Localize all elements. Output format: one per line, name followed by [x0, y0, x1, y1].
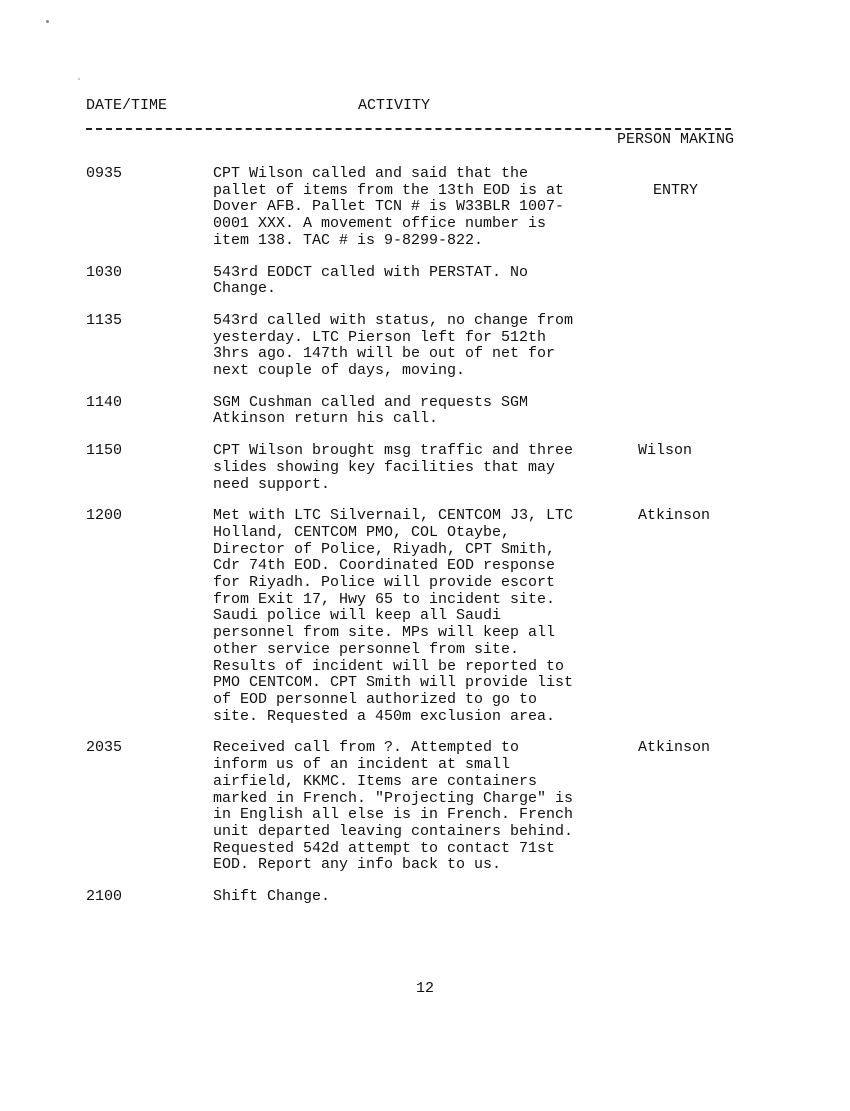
entry-activity-line: 543rd EODCT called with PERSTAT. No — [213, 263, 529, 281]
entry-time: 0935 — [86, 165, 123, 182]
entry-activity-line: for Riyadh. Police will provide escort — [213, 574, 556, 592]
log-entries — [86, 166, 746, 921]
entry-person: Wilson — [638, 442, 693, 460]
entry-activity-line: Director of Police, Riyadh, CPT Smith, — [213, 540, 556, 558]
entry-time: 1150 — [86, 442, 123, 460]
entry-activity-line: Change. — [213, 280, 277, 298]
entry-activity-line: SGM Cushman called and requests SGM — [213, 393, 529, 411]
entry-activity-line: Dover AFB. Pallet TCN # is W33BLR 1007- — [213, 198, 565, 216]
entry-activity-line: marked in French. "Projecting Charge" is — [213, 789, 574, 807]
log-entry — [86, 395, 746, 428]
entry-activity-line: Cdr 74th EOD. Coordinated EOD response — [213, 557, 556, 575]
entry-time: 1135 — [86, 311, 123, 329]
column-header-date-time: DATE/TIME — [86, 97, 168, 114]
header-divider — [86, 128, 731, 130]
column-header-person-line2: ENTRY — [652, 182, 698, 199]
entry-activity-line: personnel from site. MPs will keep all — [213, 624, 556, 642]
log-entry — [86, 740, 746, 874]
entry-activity-line: airfield, KKMC. Items are containers — [213, 772, 538, 790]
entry-activity — [213, 889, 623, 906]
entry-activity-line: Received call from ?. Attempted to — [213, 739, 520, 757]
log-entry — [86, 443, 746, 493]
page-number: 12 — [415, 980, 434, 997]
entry-activity-line: yesterday. LTC Pierson left for 512th — [213, 328, 547, 346]
entry-activity-line: PMO CENTCOM. CPT Smith will provide list — [213, 674, 574, 692]
entry-activity-line: Holland, CENTCOM PMO, COL Otaybe, — [213, 523, 511, 541]
log-entry — [86, 889, 746, 906]
entry-time: 1200 — [86, 507, 123, 525]
scan-speck — [78, 78, 80, 80]
entry-person: Atkinson — [638, 739, 711, 757]
entry-activity-line: Shift Change. — [213, 888, 331, 906]
entry-activity-line: CPT Wilson brought msg traffic and three — [213, 442, 574, 460]
entry-activity-line: Requested 542d attempt to contact 71st — [213, 839, 556, 857]
entry-activity — [213, 443, 623, 493]
entry-activity-line: Saudi police will keep all Saudi — [213, 607, 502, 625]
entry-activity-line: inform us of an incident at small — [213, 756, 511, 774]
entry-activity — [213, 265, 623, 298]
entry-activity — [213, 166, 623, 250]
entry-time: 1140 — [86, 393, 123, 411]
entry-activity-line: Met with LTC Silvernail, CENTCOM J3, LTC — [213, 507, 574, 525]
entry-activity — [213, 395, 623, 428]
entry-activity — [213, 508, 623, 725]
entry-activity — [213, 740, 623, 874]
entry-activity — [213, 313, 623, 380]
entry-activity-line: next couple of days, moving. — [213, 362, 466, 380]
column-header-activity: ACTIVITY — [358, 97, 431, 114]
entry-activity-line: item 138. TAC # is 9-8299-822. — [213, 231, 484, 249]
entry-activity-line: 543rd called with status, no change from — [213, 311, 574, 329]
entry-activity-line: need support. — [213, 475, 331, 493]
entry-time: 2100 — [86, 888, 123, 906]
column-header-person-line1: PERSON MAKING — [616, 131, 735, 148]
entry-time: 1030 — [86, 263, 123, 281]
entry-activity-line: unit departed leaving containers behind. — [213, 822, 574, 840]
entry-activity-line: of EOD personnel authorized to go to — [213, 690, 538, 708]
entry-time: 2035 — [86, 739, 123, 757]
entry-activity-line: other service personnel from site. — [213, 640, 520, 658]
entry-activity-line: EOD. Report any info back to us. — [213, 856, 502, 874]
log-entry — [86, 166, 746, 250]
entry-person: Atkinson — [638, 507, 711, 525]
log-entry — [86, 313, 746, 380]
entry-activity-line: from Exit 17, Hwy 65 to incident site. — [213, 590, 556, 608]
entry-activity-line: in English all else is in French. French — [213, 806, 574, 824]
log-entry — [86, 265, 746, 298]
entry-activity-line: pallet of items from the 13th EOD is at — [213, 181, 565, 199]
log-entry — [86, 508, 746, 725]
scan-speck — [46, 20, 49, 23]
entry-activity-line: CPT Wilson called and said that the — [213, 165, 529, 182]
entry-activity-line: slides showing key facilities that may — [213, 458, 556, 476]
entry-activity-line: site. Requested a 450m exclusion area. — [213, 707, 556, 725]
entry-activity-line: Results of incident will be reported to — [213, 657, 565, 675]
entry-activity-line: 3hrs ago. 147th will be out of net for — [213, 345, 556, 363]
entry-activity-line: 0001 XXX. A movement office number is — [213, 215, 547, 233]
entry-activity-line: Atkinson return his call. — [213, 410, 439, 428]
